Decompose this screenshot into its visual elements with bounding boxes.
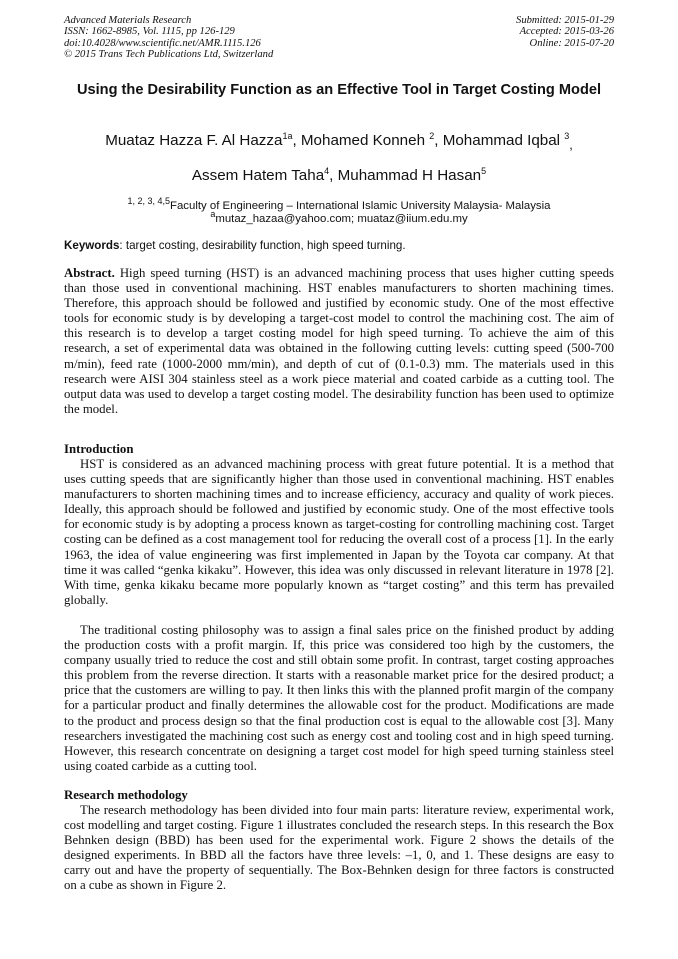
online-date: Online: 2015-07-20 <box>529 37 614 49</box>
methodology-heading: Research methodology <box>64 788 188 802</box>
author-1: Muataz Hazza F. Al Hazza <box>105 132 283 150</box>
author-3: , Mohammad Iqbal <box>434 132 565 150</box>
introduction-paragraph-2: The traditional costing philosophy was to assign a final sales price on the finished product by adding the production costs with a profit margin. If, this price was considered too high by the customers, the company usually tried to reduce the cost and still obtain some profit. In contrast, target costing approaches this problem from the reverse direction. It starts with a reasonable market price for the desired product; a price that the customers are willing to pay. It then links this with the planned profit margin of the company for a particular product and finally determines the allowable cost for the product. Modifications are made to the product and process design so that the final production cost is equal to the allowable cost [3]. Many researchers investigated the machining cost such as energy cost and tooling cost and in high speed turning. However, this research concentrate on designing a target cost model for high speed turning stainless steel using coated carbide as a cutting tool. <box>64 623 614 773</box>
journal-copyright: © 2015 Trans Tech Publications Ltd, Switzerland <box>64 48 274 60</box>
paper-title: Using the Desirability Function as an Effective Tool in Target Costing Model <box>76 82 602 98</box>
author-2: , Mohamed Konneh <box>292 132 430 150</box>
accepted-date: Accepted: 2015-03-26 <box>519 26 614 38</box>
introduction-paragraph-1: HST is considered as an advanced machining process with great future potential. It is a method that uses cutting speeds that are significantly higher than those used in conventional machining. HST enables manufacturers to shorten machining times and to increase efficiency, accuracy and quality of work pieces. Ideally, this approach should be followed and justified by economic study. One of the most effective tools for economic study is by adopting a process known as target-costing for controlling machining cost. Target costing can be defined as a cost management tool for reducing the overall cost of a process [1]. In the early 1963, the idea of value engineering was first implemented in Japan by the Toyota car company. At that time it was called “genka kikaku”. However, this idea was only discussed in relevant literature in 1978 [2]. With time, genka kikaku became more popularly known as “target costing” and this term has prevailed globally. <box>64 457 614 607</box>
keywords <box>64 239 614 253</box>
abstract-text: High speed turning (HST) is an advanced machining process that uses higher cutting speeds than those used in conventional machining. HST enables manufacturers to shorten machining times. Therefore, this approach should be followed and justified by economic study. One of the most effective tools for economic study is by developing a target-cost model to control the machining cost. The aim of this research is to develop a target costing model for high speed turning. To achieve the aim of this research, a set of experimental data was obtained in the following cutting levels: cutting speed (500-700 m/min), feed rate (1000-2000 mm/min), and depth of cut of (0.1-0.3) mm. The materials used in this research were AISI 304 stainless steel as a work piece material and coated carbide as a cutting tool. The output data was used to develop a target costing model. The desirability function has been used to optimize the model. <box>64 266 614 416</box>
email-text: mutaz_hazaa@yahoo.com; muataz@iium.edu.my <box>215 212 468 225</box>
author-1-sup: 1a <box>282 131 293 141</box>
author-4-sup: 4 <box>324 166 330 176</box>
introduction-heading: Introduction <box>64 442 134 456</box>
journal-header-right <box>516 15 614 49</box>
abstract-label: Abstract. <box>64 266 115 280</box>
email-sup: a <box>210 209 216 219</box>
methodology-paragraph-1: The research methodology has been divided into four main parts: literature review, experimental work, cost modelling and target costing. Figure 1 illustrates concluded the research steps. In this research the Box Behnken design (BBD) has been used for the experimental work. Figure 2 shows the details of the designed experiments. In BBD all the factors have three levels: –1, 0, and 1. These designs are easy to carry out and have the property of sequentially. The Box-Behnken design for three factors is constructed on a cube as shown in Figure 2. <box>64 803 614 893</box>
author-emails <box>64 208 614 226</box>
keywords-label: Keywords <box>64 239 120 252</box>
author-3-tail: , <box>569 138 573 153</box>
author-2-sup: 2 <box>429 131 435 141</box>
author-5: , Muhammad H Hasan <box>329 167 482 185</box>
author-line-1 <box>64 127 614 154</box>
affiliation-sup: 1, 2, 3, 4,5 <box>127 196 171 206</box>
journal-doi: doi:10.4028/www.scientific.net/AMR.1115.126 <box>64 37 261 49</box>
journal-issn: ISSN: 1662-8985, Vol. 1115, pp 126-129 <box>64 26 235 38</box>
author-4: Assem Hatem Taha <box>191 167 325 185</box>
abstract <box>64 266 614 417</box>
author-3-sup: 3 <box>564 131 570 141</box>
author-5-sup: 5 <box>481 166 487 176</box>
journal-name: Advanced Materials Research <box>64 15 192 26</box>
affiliation-text: Faculty of Engineering – International Islamic University Malaysia- Malaysia <box>170 199 551 212</box>
keywords-text: : target costing, desirability function, high speed turning. <box>119 239 406 252</box>
submitted-date: Submitted: 2015-01-29 <box>516 15 614 26</box>
journal-header-left <box>64 15 273 60</box>
author-line-2 <box>64 162 614 185</box>
